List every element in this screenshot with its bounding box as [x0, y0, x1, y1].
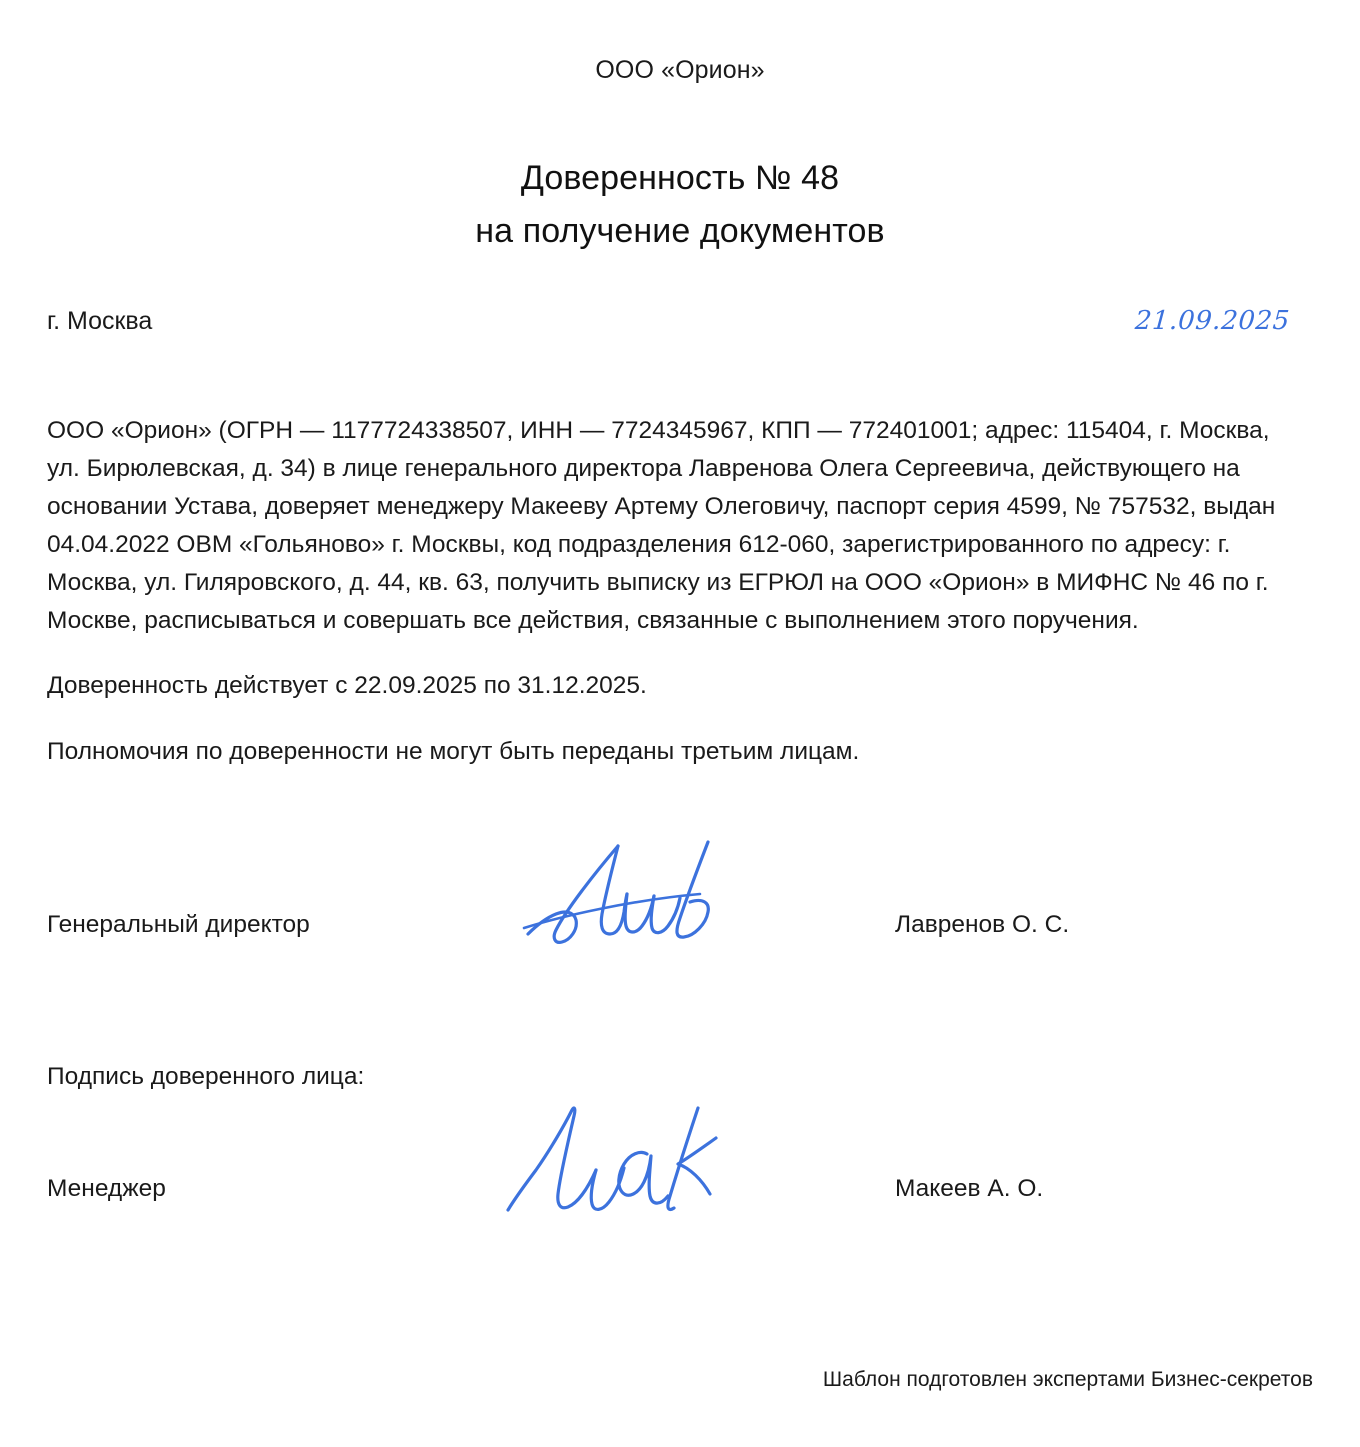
document-title-line-2: на получение документов — [475, 212, 885, 250]
body-paragraph-delegation: Полномочия по доверенности не могут быть переданы третьим лицам. — [47, 738, 860, 765]
footer-note: Шаблон подготовлен экспертами Бизнес-секретов — [822, 1368, 1313, 1391]
signature-makeev-icon — [502, 1094, 752, 1229]
signature-role-manager: Менеджер — [47, 1175, 166, 1202]
page-title — [0, 152, 1360, 258]
document-title-line-1: Доверенность № 48 — [520, 159, 840, 197]
body-paragraph-main: ООО «Орион» (ОГРН — 1177724338507, ИНН — 7724345967, КПП — 772401001; адрес: 115404, г. Москва, ул. Бирюлевская, д. 34) в лице генерального директора Лавренова Олега Сергеевича, действующего на основании Устава, доверяет менеджеру Макееву Артему Олеговичу, паспорт серия 4599, № 757532, выдан 04.04.2022 ОВМ «Гольяново» г. Москвы, код подразделения 612-060, зарегистрированного по адресу: г. Москва, ул. Гиляровского, д. 44, кв. 63, получить выписку из ЕГРЮЛ на ООО «Орион» в МИФНС № 46 по г. Москве, расписываться и совершать все действия, связанные с выполнением этого поручения. — [47, 417, 1276, 634]
trustee-signature-label: Подпись доверенного лица: — [47, 1063, 365, 1090]
signature-name-director: Лавренов О. С. — [895, 911, 1070, 938]
document-body — [47, 412, 1292, 771]
place-of-issue: г. Москва — [47, 307, 153, 335]
signature-row-director — [47, 908, 1292, 948]
signature-row-manager — [47, 1172, 1292, 1212]
date-of-issue: 21.09.2025 — [1134, 306, 1292, 336]
signature-name-manager: Макеев А. О. — [895, 1175, 1044, 1202]
signature-lavrenov-icon — [522, 838, 752, 968]
place-and-date-row — [47, 305, 1290, 337]
organization-name: ООО «Орион» — [595, 56, 765, 84]
body-paragraph-validity: Доверенность действует с 22.09.2025 по 31.12.2025. — [47, 672, 647, 699]
signature-role-director: Генеральный директор — [47, 911, 310, 938]
